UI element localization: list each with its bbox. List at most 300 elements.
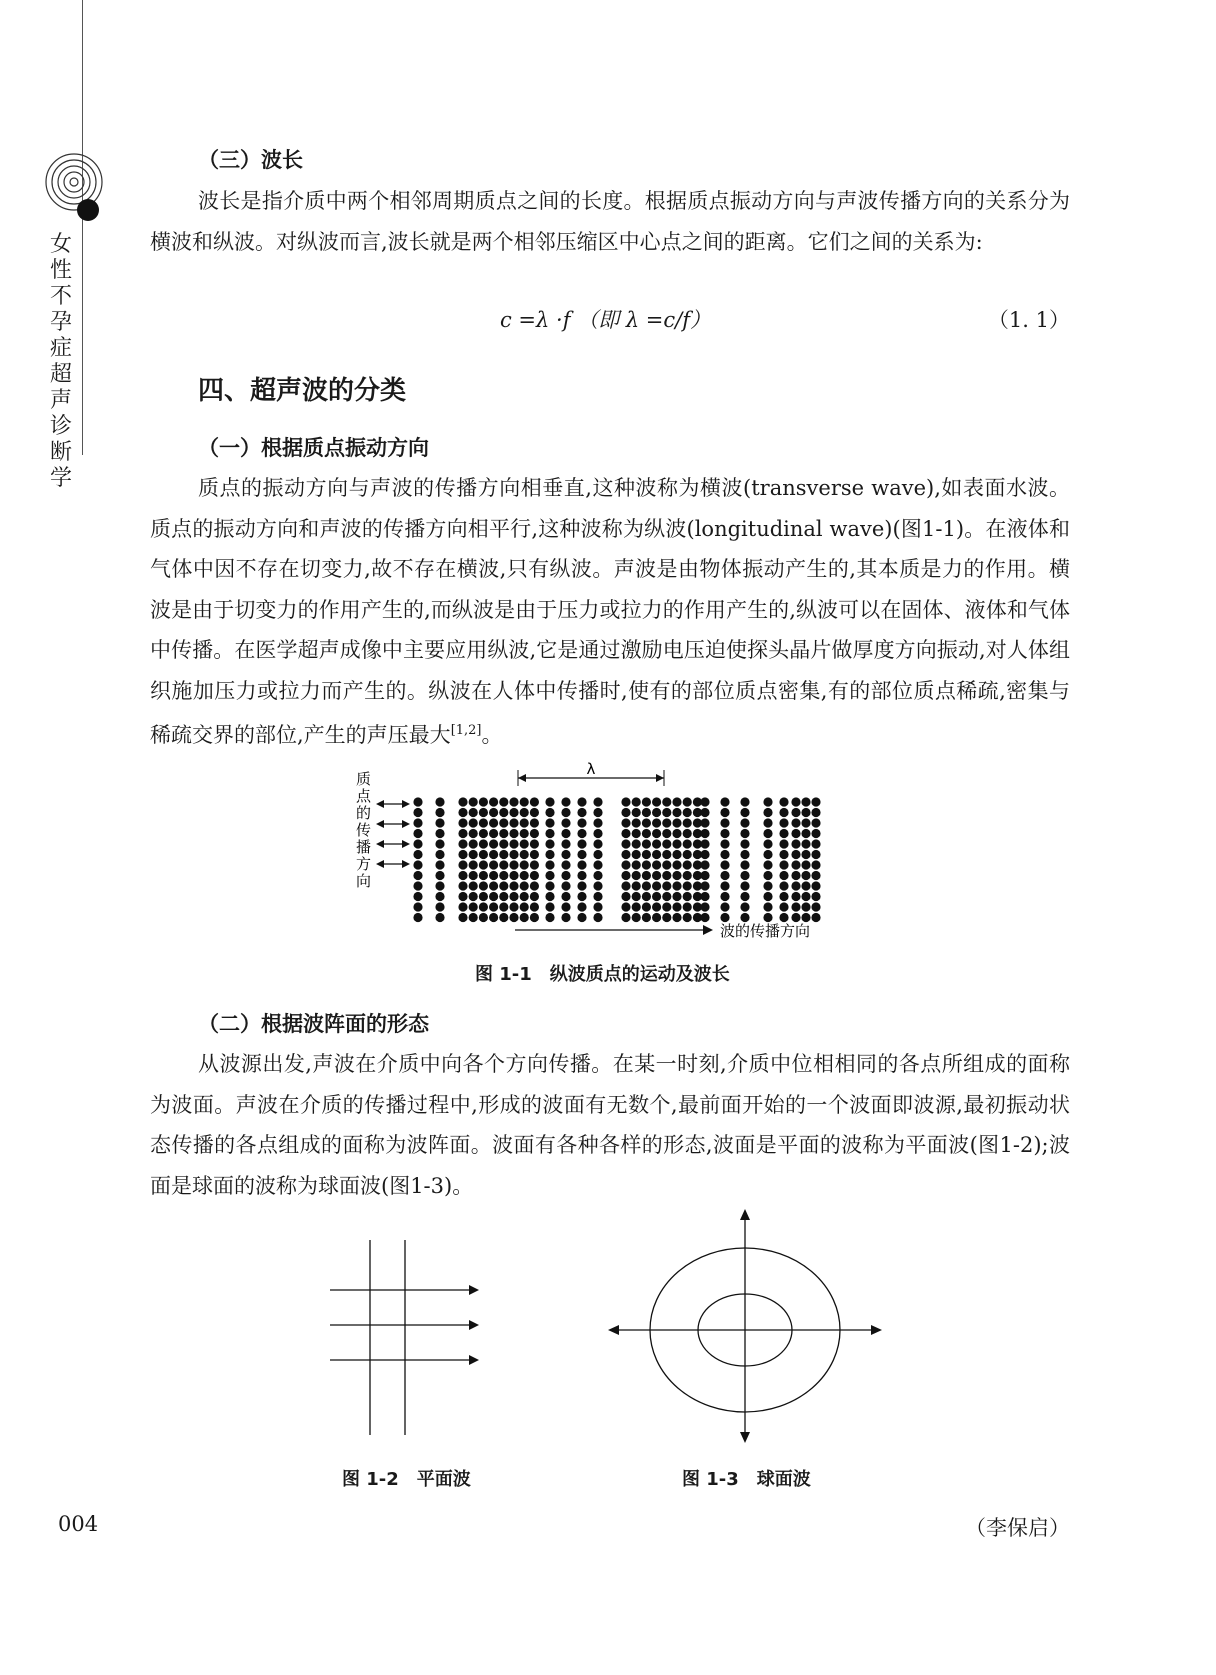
particle-dot (435, 839, 444, 848)
particle-dot (520, 860, 529, 869)
particle-dot (662, 850, 671, 859)
particle-dot (545, 860, 554, 869)
vibration-text: 质点的振动方向与声波的传播方向相垂直,这种波称为横波(transverse wave),如表面水波。质点的振动方向和声波的传播方向相平行,这种波称为纵波(longitudinal wave)(图1-1)。在液体和气体中因不存在切变力,故不存在横波,只有纵波。声波是由物体振动产生的,其本质是力的作用。横波是由于切变力的作用产生的,而纵波是由于压力或拉力的作用产生的,纵波可以在固体、液体和气体中传播。在医学超声成像中主要应用纵波,它是通过激励电压迫使探头晶片做厚度方向振动,对人体组织施加压力或拉力而产生的。纵波在人体中传播时,使有的部位质点密集,有的部位质点稀疏,密集与稀疏交界的部位,产生的声压最大 (150, 476, 1070, 747)
particle-dot (811, 850, 820, 859)
particle-dot (621, 871, 630, 880)
particle-dot (561, 871, 570, 880)
figure2-caption: 图 1-2 平面波 (342, 1469, 471, 1490)
particle-dot (593, 818, 602, 827)
particle-dot (621, 839, 630, 848)
particle-dot (489, 850, 498, 859)
particle-dot (811, 797, 820, 806)
particle-dot (413, 913, 422, 922)
particle-dot (593, 829, 602, 838)
particle-dot (458, 892, 467, 901)
particle-dot (801, 850, 810, 859)
particle-dot (740, 902, 749, 911)
particle-dot (683, 850, 692, 859)
particle-dot (791, 818, 800, 827)
particle-dot (469, 881, 478, 890)
equation-number: （1. 1） (987, 308, 1070, 332)
particle-dot (530, 839, 539, 848)
particle-dot (662, 818, 671, 827)
particle-dot (652, 871, 661, 880)
particle-dot (499, 902, 508, 911)
particle-dot (672, 808, 681, 817)
particle-dot (700, 902, 709, 911)
particle-dot (509, 871, 518, 880)
particle-dot (621, 829, 630, 838)
particle-dot (593, 871, 602, 880)
particle-dot (621, 808, 630, 817)
particle-dot (621, 797, 630, 806)
particle-dot (509, 818, 518, 827)
particle-dot (811, 902, 820, 911)
plane-wave-figure (325, 1235, 485, 1440)
particle-dot (740, 871, 749, 880)
particle-dot (458, 860, 467, 869)
particle-dot (720, 913, 729, 922)
particle-dot (489, 892, 498, 901)
particle-dot (632, 913, 641, 922)
subsection-heading-vibration: （一）根据质点振动方向 (198, 436, 429, 460)
particle-dot (593, 860, 602, 869)
particle-dot (652, 829, 661, 838)
particle-dot (520, 850, 529, 859)
particle-dot (801, 871, 810, 880)
particle-dot (520, 892, 529, 901)
particle-dot (479, 902, 488, 911)
particle-dot (779, 892, 788, 901)
particle-dot (652, 818, 661, 827)
particle-dot (662, 808, 671, 817)
particle-dot (791, 860, 800, 869)
particle-dot (700, 850, 709, 859)
particle-dot (469, 829, 478, 838)
particle-dot (577, 818, 586, 827)
particle-dot (763, 797, 772, 806)
particle-dot (577, 881, 586, 890)
particle-dot (801, 818, 810, 827)
particle-dot (779, 881, 788, 890)
particle-dot (593, 808, 602, 817)
particle-dot (811, 818, 820, 827)
particle-dot (479, 913, 488, 922)
figure1-caption: 图 1-1 纵波质点的运动及波长 (475, 964, 730, 985)
subsection-heading-wavefront: （二）根据波阵面的形态 (198, 1012, 429, 1036)
particle-dot (509, 829, 518, 838)
particle-dot (520, 839, 529, 848)
particle-dot (632, 902, 641, 911)
particle-dot (801, 829, 810, 838)
particle-dot (413, 892, 422, 901)
axis-label-char: 质 (356, 770, 372, 788)
particle-dot (700, 871, 709, 880)
spherical-wave-figure (600, 1205, 890, 1445)
particle-dot (720, 808, 729, 817)
particle-dot (801, 860, 810, 869)
particle-dot (700, 860, 709, 869)
particle-dot (545, 808, 554, 817)
particle-dot (435, 871, 444, 880)
particle-dot (662, 902, 671, 911)
particle-dot (632, 829, 641, 838)
particle-dot (530, 902, 539, 911)
particle-dot (740, 860, 749, 869)
particle-dot (577, 892, 586, 901)
particle-dot (499, 839, 508, 848)
particle-dot (530, 818, 539, 827)
particle-dot (561, 839, 570, 848)
particle-dot (683, 839, 692, 848)
particle-dot (545, 871, 554, 880)
particle-dot (545, 892, 554, 901)
chapter-heading: 四、超声波的分类 (198, 376, 407, 406)
particle-dot (683, 829, 692, 838)
particle-dot (413, 818, 422, 827)
particle-dot (458, 871, 467, 880)
particle-dot (632, 839, 641, 848)
particle-dot (489, 881, 498, 890)
particle-dot (683, 871, 692, 880)
particle-dot (791, 839, 800, 848)
particle-dot (662, 860, 671, 869)
particle-dot (509, 892, 518, 901)
particle-dot (642, 808, 651, 817)
particle-dot (779, 913, 788, 922)
particle-dot (435, 797, 444, 806)
particle-dot (652, 850, 661, 859)
particle-dot (489, 818, 498, 827)
particle-dot (458, 839, 467, 848)
particle-dot (811, 808, 820, 817)
axis-label-char: 传 (356, 821, 372, 839)
particle-dot (593, 902, 602, 911)
particle-dot (652, 860, 661, 869)
particle-dot (672, 871, 681, 880)
particle-dot (458, 902, 467, 911)
particle-dot (489, 913, 498, 922)
particle-dot (801, 902, 810, 911)
particle-dot (509, 850, 518, 859)
particle-dot (413, 902, 422, 911)
particle-dot (672, 839, 681, 848)
particle-dot (720, 881, 729, 890)
particle-dot (740, 839, 749, 848)
particle-dot (489, 808, 498, 817)
particle-dot (621, 892, 630, 901)
particle-dot (779, 829, 788, 838)
citation: [1,2] (450, 723, 482, 738)
particle-dot (489, 860, 498, 869)
particle-dot (479, 808, 488, 817)
particle-dot (740, 850, 749, 859)
particle-dot (458, 913, 467, 922)
particle-dot (413, 860, 422, 869)
particle-dot (469, 818, 478, 827)
particle-dot (740, 808, 749, 817)
particle-dot (577, 808, 586, 817)
particle-dot (561, 797, 570, 806)
particle-dot (469, 913, 478, 922)
axis-label-char: 的 (356, 804, 372, 822)
particle-dot (479, 797, 488, 806)
particle-dot (700, 892, 709, 901)
particle-dot (801, 839, 810, 848)
particle-dot (577, 871, 586, 880)
particle-dot (632, 818, 641, 827)
particle-dot (791, 892, 800, 901)
particle-dot (672, 860, 681, 869)
particle-dot (672, 913, 681, 922)
particle-dot (520, 881, 529, 890)
particle-dot (469, 797, 478, 806)
particle-dot (489, 839, 498, 848)
particle-dot (779, 850, 788, 859)
particle-dot (479, 818, 488, 827)
particle-dot (791, 871, 800, 880)
particle-dot (545, 881, 554, 890)
particle-dot (811, 829, 820, 838)
particle-dot (683, 797, 692, 806)
particle-dot (499, 797, 508, 806)
particle-dot (763, 850, 772, 859)
particle-dot (545, 829, 554, 838)
particle-dot (791, 797, 800, 806)
particle-grid (413, 797, 820, 922)
particle-dot (509, 808, 518, 817)
particle-dot (561, 881, 570, 890)
particle-dot (435, 881, 444, 890)
section-heading-wavelength: （三）波长 (198, 148, 303, 172)
particle-dot (593, 913, 602, 922)
particle-dot (530, 850, 539, 859)
particle-dot (791, 881, 800, 890)
particle-dot (593, 797, 602, 806)
particle-dot (530, 808, 539, 817)
particle-dot (545, 797, 554, 806)
particle-dot (801, 892, 810, 901)
particle-dot (672, 850, 681, 859)
particle-dot (672, 881, 681, 890)
particle-dot (530, 913, 539, 922)
particle-dot (642, 913, 651, 922)
particle-dot (435, 860, 444, 869)
particle-dot (642, 839, 651, 848)
particle-dot (801, 913, 810, 922)
particle-dot (700, 808, 709, 817)
page-number: 004 (58, 1512, 99, 1536)
particle-dot (499, 871, 508, 880)
particle-dot (621, 850, 630, 859)
particle-dot (672, 829, 681, 838)
particle-dot (779, 797, 788, 806)
particle-dot (763, 860, 772, 869)
book-title: 女 性 不 孕 症 超 声 诊 断 学 (49, 232, 72, 491)
particle-dot (642, 797, 651, 806)
particle-dot (740, 797, 749, 806)
particle-dot (621, 881, 630, 890)
particle-dot (662, 839, 671, 848)
particle-dot (672, 797, 681, 806)
wavelength-paragraph: 波长是指介质中两个相邻周期质点之间的长度。根据质点振动方向与声波传播方向的关系分为横波和纵波。对纵波而言,波长就是两个相邻压缩区中心点之间的距离。它们之间的关系为: (150, 189, 1070, 254)
particle-dot (662, 871, 671, 880)
particle-dot (779, 808, 788, 817)
particle-dot (642, 881, 651, 890)
particle-dot (632, 892, 641, 901)
vibration-paragraph (150, 468, 1070, 756)
particle-dot (720, 892, 729, 901)
particle-dot (561, 913, 570, 922)
particle-dot (740, 892, 749, 901)
particle-dot (561, 808, 570, 817)
particle-dot (577, 902, 586, 911)
figure3-caption: 图 1-3 球面波 (682, 1469, 811, 1490)
particle-dot (479, 881, 488, 890)
side-arrows (376, 800, 410, 868)
particle-dot (763, 913, 772, 922)
particle-dot (458, 818, 467, 827)
particle-dot (509, 797, 518, 806)
particle-dot (509, 913, 518, 922)
particle-dot (763, 818, 772, 827)
longitudinal-wave-figure (350, 760, 870, 950)
particle-dot (720, 829, 729, 838)
particle-dot (632, 808, 641, 817)
particle-dot (632, 871, 641, 880)
particle-dot (672, 892, 681, 901)
particle-dot (632, 797, 641, 806)
particle-dot (683, 881, 692, 890)
particle-dot (791, 808, 800, 817)
wave-direction-label: 波的传播方向 (720, 922, 811, 940)
formula: c =λ ·f （即 λ =c/f） (500, 308, 712, 332)
particle-dot (469, 850, 478, 859)
particle-dot (791, 850, 800, 859)
particle-dot (520, 797, 529, 806)
particle-dot (652, 892, 661, 901)
particle-dot (499, 818, 508, 827)
particle-dot (801, 808, 810, 817)
particle-dot (499, 860, 508, 869)
particle-dot (740, 829, 749, 838)
particle-dot (469, 892, 478, 901)
particle-dot (458, 797, 467, 806)
particle-dot (652, 839, 661, 848)
particle-dot (489, 902, 498, 911)
particle-dot (652, 881, 661, 890)
particle-dot (435, 913, 444, 922)
particle-dot (469, 871, 478, 880)
particle-dot (779, 818, 788, 827)
particle-dot (509, 860, 518, 869)
particle-dot (413, 850, 422, 859)
particle-dot (499, 892, 508, 901)
particle-dot (779, 871, 788, 880)
axis-label-char: 播 (356, 838, 372, 856)
particle-dot (779, 902, 788, 911)
particle-dot (545, 839, 554, 848)
particle-dot (700, 913, 709, 922)
particle-dot (763, 902, 772, 911)
particle-dot (530, 829, 539, 838)
particle-dot (435, 850, 444, 859)
particle-dot (545, 818, 554, 827)
particle-dot (520, 902, 529, 911)
particle-dot (811, 913, 820, 922)
particle-dot (413, 829, 422, 838)
particle-dot (652, 797, 661, 806)
particle-dot (642, 902, 651, 911)
particle-dot (683, 860, 692, 869)
particle-dot (763, 881, 772, 890)
particle-dot (621, 902, 630, 911)
particle-dot (413, 797, 422, 806)
particle-dot (791, 913, 800, 922)
particle-dot (561, 892, 570, 901)
particle-dot (740, 881, 749, 890)
particle-dot (652, 902, 661, 911)
particle-dot (779, 860, 788, 869)
particle-dot (499, 850, 508, 859)
particle-dot (642, 829, 651, 838)
particle-dot (530, 881, 539, 890)
particle-dot (520, 808, 529, 817)
particle-dot (509, 839, 518, 848)
wavefront-paragraph: 从波源出发,声波在介质中向各个方向传播。在某一时刻,介质中位相相同的各点所组成的面称为波面。声波在介质的传播过程中,形成的波面有无数个,最前面开始的一个波面即波源,最初振动状态传播的各点组成的面称为波阵面。波面有各种各样的形态,波面是平面的波称为平面波(图1-2);波面是球面的波称为球面波(图1-3)。 (150, 1052, 1070, 1198)
particle-dot (811, 881, 820, 890)
particle-dot (435, 818, 444, 827)
particle-dot (469, 808, 478, 817)
particle-dot (700, 829, 709, 838)
particle-dot (720, 850, 729, 859)
particle-dot (489, 829, 498, 838)
particle-dot (740, 913, 749, 922)
particle-dot (577, 860, 586, 869)
author: （李保启） (965, 1516, 1070, 1540)
particle-dot (509, 881, 518, 890)
particle-dot (662, 881, 671, 890)
particle-dot (632, 850, 641, 859)
particle-dot (413, 881, 422, 890)
particle-dot (545, 850, 554, 859)
particle-dot (479, 860, 488, 869)
particle-dot (779, 839, 788, 848)
particle-dot (479, 850, 488, 859)
particle-dot (700, 797, 709, 806)
axis-label-char: 方 (356, 855, 372, 873)
particle-dot (652, 808, 661, 817)
particle-dot (479, 892, 488, 901)
particle-dot (458, 829, 467, 838)
particle-dot (763, 892, 772, 901)
particle-dot (621, 860, 630, 869)
particle-dot (811, 892, 820, 901)
particle-dot (479, 829, 488, 838)
particle-dot (720, 902, 729, 911)
particle-dot (662, 797, 671, 806)
particle-dot (458, 850, 467, 859)
particle-dot (720, 818, 729, 827)
particle-dot (791, 902, 800, 911)
particle-dot (763, 829, 772, 838)
particle-dot (740, 818, 749, 827)
particle-dot (621, 913, 630, 922)
particle-dot (530, 892, 539, 901)
spiral-ornament-icon (44, 152, 104, 232)
particle-dot (763, 871, 772, 880)
particle-dot (801, 797, 810, 806)
